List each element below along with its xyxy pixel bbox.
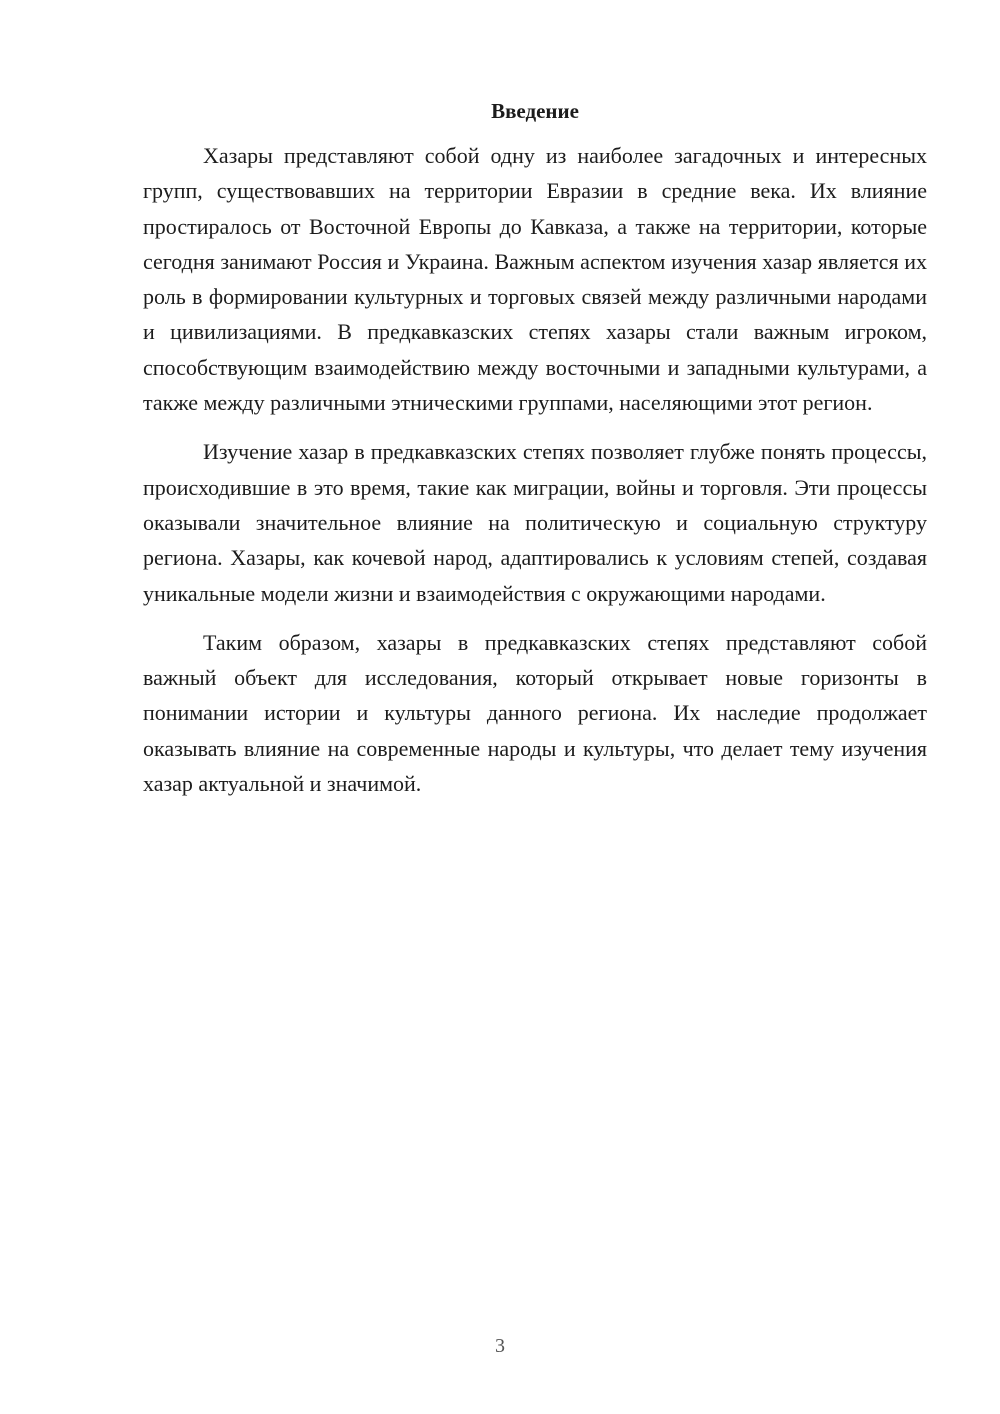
paragraph-3: Таким образом, хазары в предкавказских степях представляют собой важный объект для исследования, который открывает новые горизонты в понимании истории и культуры данного региона. Их наследие продолжает оказывать влияние на современные народы и культуры, что делает тему изучения хазар актуальной и значимой. xyxy=(143,629,927,797)
document-page xyxy=(143,96,927,801)
paragraph-1: Хазары представляют собой одну из наиболее загадочных и интересных групп, существовавших на территории Евразии в средние века. Их влияние простиралось от Восточной Европы до Кавказа, а также на территории, которые сегодня занимают Россия и Украина. Важным аспектом изучения хазар является их роль в формировании культурных и торговых связей между различными народами и цивилизациями. В предкавказских степях хазары стали важным игроком, способствующим взаимодействию между восточными и западными культурами, а также между различными этническими группами, населяющими этот регион. xyxy=(143,143,927,416)
paragraph-2: Изучение хазар в предкавказских степях позволяет глубже понять процессы, происходившие в это время, такие как миграции, войны и торговля. Эти процессы оказывали значительное влияние на политическую и социальную структуру региона. Хазары, как кочевой народ, адаптировались к условиям степей, создавая уникальные модели жизни и взаимодействия с окружающими народами. xyxy=(143,439,927,606)
section-title: Введение xyxy=(491,99,579,123)
page-number: 3 xyxy=(495,1335,505,1357)
